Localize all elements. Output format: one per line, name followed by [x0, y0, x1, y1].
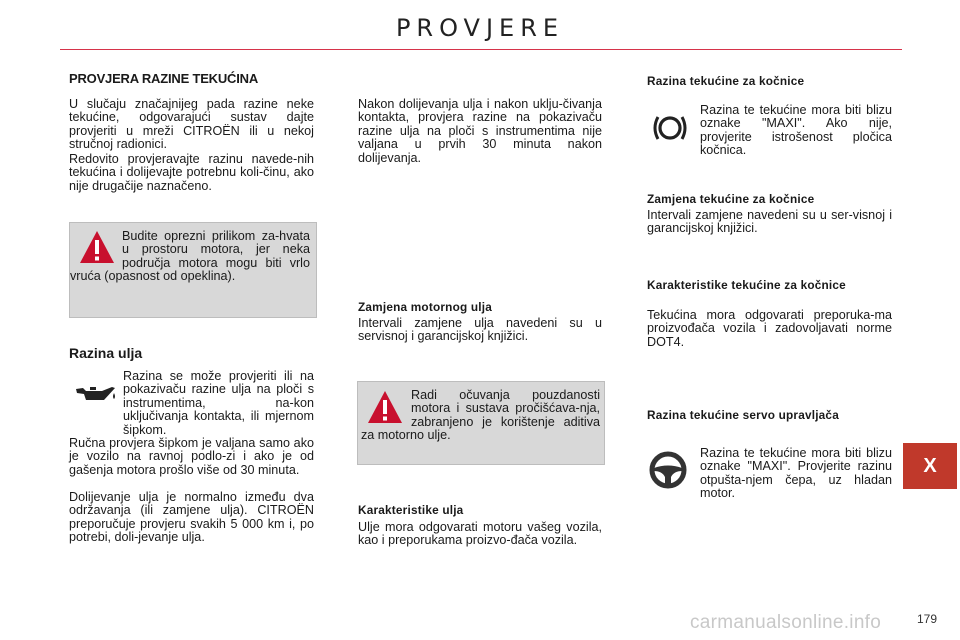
power-steering-paragraph: Razina te tekućine mora biti blizu oznake "MAXI". Provjerite razinu otpušta-njem čepa, uz hladan motor. [700, 446, 892, 501]
section-heading-fluid-levels: PROVJERA RAZINE TEKUĆINA [69, 71, 259, 86]
section-heading-oil-level: Razina ulja [69, 345, 143, 361]
oil-can-icon [74, 382, 118, 406]
section-heading-power-steering: Razina tekućine servo upravljača [647, 408, 839, 422]
warning-box-engine-hot [69, 222, 317, 318]
brake-fluid-level-paragraph: Razina te tekućine mora biti blizu oznake "MAXI". Ako nije, provjerite istrošenost pločica kočnica. [700, 103, 892, 158]
oil-level-paragraph-1: Razina se može provjeriti ili na pokazivaču razine ulja na ploči s instrumentima, na-kon uključivanja kontakta, ili mjernom šipkom. [123, 369, 314, 437]
oil-level-paragraph-2: Ručna provjera šipkom je valjana samo ako je vozilo na ravnoj podlo-zi i ako je od gašenja motora prošlo više od 30 minuta. [69, 436, 314, 477]
oil-change-paragraph: Intervali zamjene ulja navedeni su u servisnoj i garancijskoj knjižici. [358, 316, 602, 344]
intro-paragraph-1: U slučaju značajnijeg pada razine neke tekućine, odgovarajući sustav dajte provjeriti u mreži CITROËN ili u nekoj stručnoj radionici. [69, 97, 314, 152]
oil-after-topup-paragraph: Nakon dolijevanja ulja i nakon uklju-čivanja kontakta, provjera razine na pokazivaču razine ulja na ploči s instrumentima nije valjana u prvih 30 minuta nakon dolijevanja. [358, 97, 602, 165]
section-heading-oil-spec: Karakteristike ulja [358, 503, 464, 517]
intro-paragraph-2: Redovito provjeravajte razinu navede-nih tekućina i dolijevajte potrebnu koli-činu, ako nije drugačije naznačeno. [69, 152, 314, 193]
warning-text-engine-hot: Budite oprezni prilikom za-hvata u prostoru motora, jer neka područja motora mogu biti vrlo vruća (opasnost od opeklina). [70, 229, 310, 284]
steering-wheel-icon [647, 451, 689, 489]
warning-box-oil-additives [357, 381, 605, 465]
brake-fluid-change-paragraph: Intervali zamjene navedeni su u ser-visnoj i garancijskoj knjižici. [647, 208, 892, 236]
title-divider [60, 49, 902, 50]
oil-spec-paragraph: Ulje mora odgovarati motoru vašeg vozila, kao i preporukama proizvo-đača vozila. [358, 520, 602, 548]
section-heading-brake-fluid-change: Zamjena tekućine za kočnice [647, 192, 815, 206]
brake-warning-icon [650, 111, 690, 145]
page-title: PROVJERE [395, 14, 565, 42]
chapter-tab: X [903, 443, 957, 489]
oil-level-paragraph-3: Dolijevanje ulja je normalno između dva održavanja (ili zamjene ulja). CITROËN preporučuje provjeru svakih 5 000 km i, po potrebi, doli-jevanje ulja. [69, 490, 314, 545]
watermark-text: carmanualsonline.info [690, 612, 882, 633]
brake-fluid-spec-paragraph: Tekućina mora odgovarati preporuka-ma proizvođača vozila i zadovoljavati norme DOT4. [647, 308, 892, 349]
section-heading-oil-change: Zamjena motornog ulja [358, 300, 492, 314]
warning-text-oil-additives: Radi očuvanja pouzdanosti motora i sustava pročišćava-nja, zabranjeno je korištenje aditiva za motorno ulje. [361, 388, 600, 443]
page-number: 179 [917, 612, 938, 626]
section-heading-brake-fluid-spec: Karakteristike tekućine za kočnice [647, 278, 846, 292]
section-heading-brake-fluid-level: Razina tekućine za kočnice [647, 74, 805, 88]
